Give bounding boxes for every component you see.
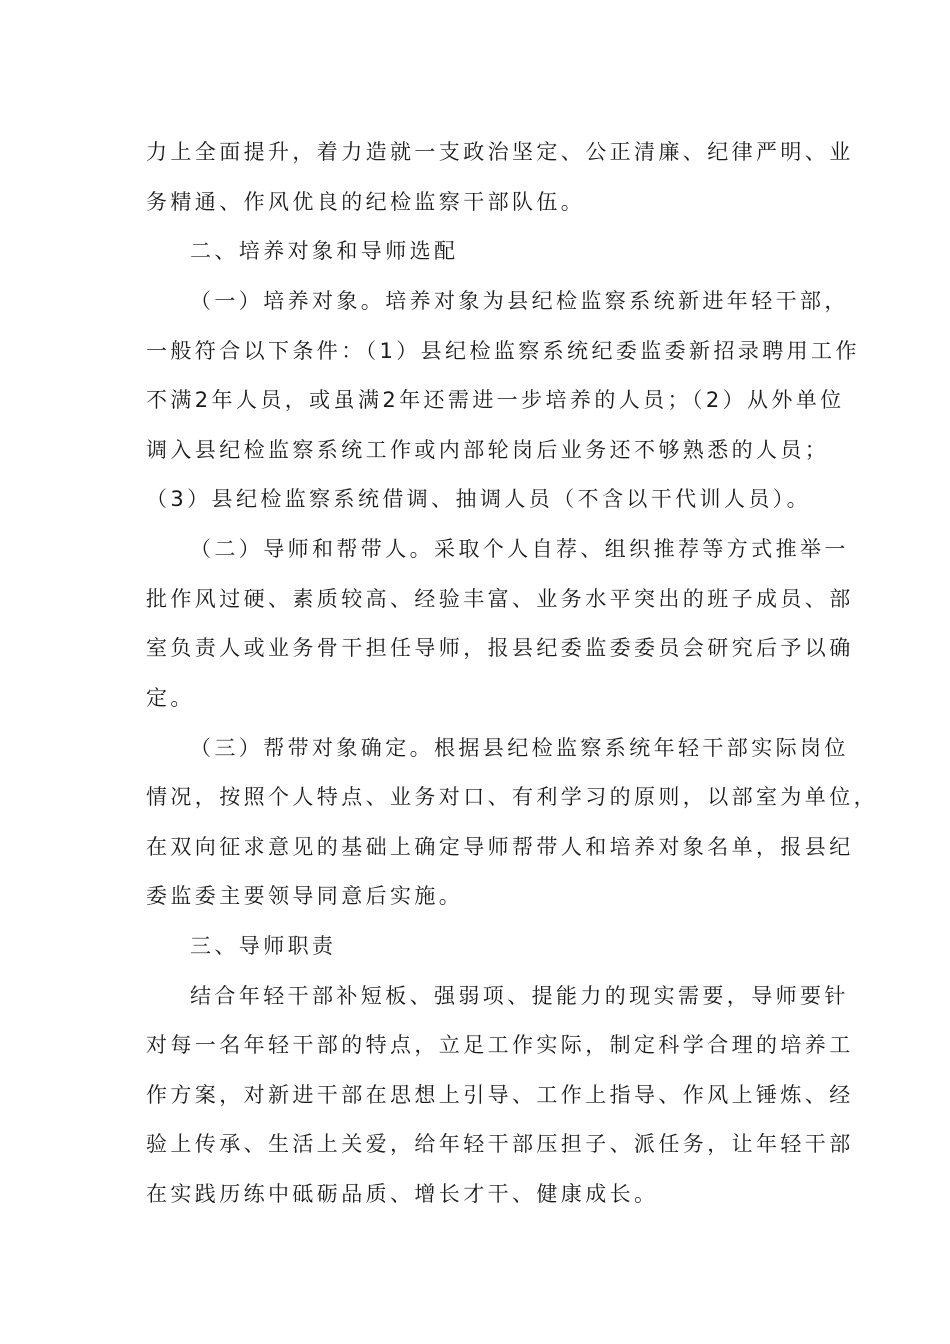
subsection-line: （三）帮带对象确定。根据县纪检监察系统年轻干部实际岗位: [190, 736, 849, 760]
body-line: 作方案，对新进干部在思想上引导、工作上指导、作风上锤炼、经: [146, 1083, 854, 1107]
body-line: 验上传承、生活上关爱，给年轻干部压担子、派任务，让年轻干部: [146, 1132, 854, 1156]
subsection-line: （二）导师和帮带人。采取个人自荐、组织推荐等方式推举一: [190, 537, 849, 561]
body-line: 室负责人或业务骨干担任导师，报县纪委监委委员会研究后予以确: [146, 636, 854, 660]
body-line: （3）县纪检监察系统借调、抽调人员（不含以干代训人员）。: [146, 487, 812, 511]
body-line: 在双向征求意见的基础上确定导师帮带人和培养对象名单，报县纪: [146, 835, 854, 859]
subsection-line: （一）培养对象。培养对象为县纪检监察系统新进年轻干部，: [190, 289, 849, 313]
body-line: 调入县纪检监察系统工作或内部轮岗后业务还不够熟悉的人员；: [146, 438, 830, 462]
body-line: 委监委主要领导同意后实施。: [146, 884, 464, 908]
body-line: 在实践历练中砥砺品质、增长才干、健康成长。: [146, 1182, 659, 1206]
body-line: 力上全面提升，着力造就一支政治坚定、公正清廉、纪律严明、业: [146, 140, 854, 164]
body-line: 情况，按照个人特点、业务对口、有利学习的原则，以部室为单位，: [146, 785, 878, 809]
body-line: 务精通、作风优良的纪检监察干部队伍。: [146, 190, 586, 214]
section-heading: 二、培养对象和导师选配: [190, 239, 459, 263]
body-line: 对每一名年轻干部的特点，立足工作实际，制定科学合理的培养工: [146, 1033, 854, 1057]
body-line: 不满2年人员，或虽满2年还需进一步培养的人员；（2）从外单位: [146, 388, 845, 412]
body-line: 结合年轻干部补短板、强弱项、提能力的现实需要，导师要针: [190, 984, 849, 1008]
body-line: 定。: [146, 686, 195, 710]
body-line: 批作风过硬、素质较高、经验丰富、业务水平突出的班子成员、部: [146, 587, 854, 611]
section-heading: 三、导师职责: [190, 934, 337, 958]
body-line: 一般符合以下条件：（1）县纪检监察系统纪委监委新招录聘用工作: [146, 339, 860, 363]
